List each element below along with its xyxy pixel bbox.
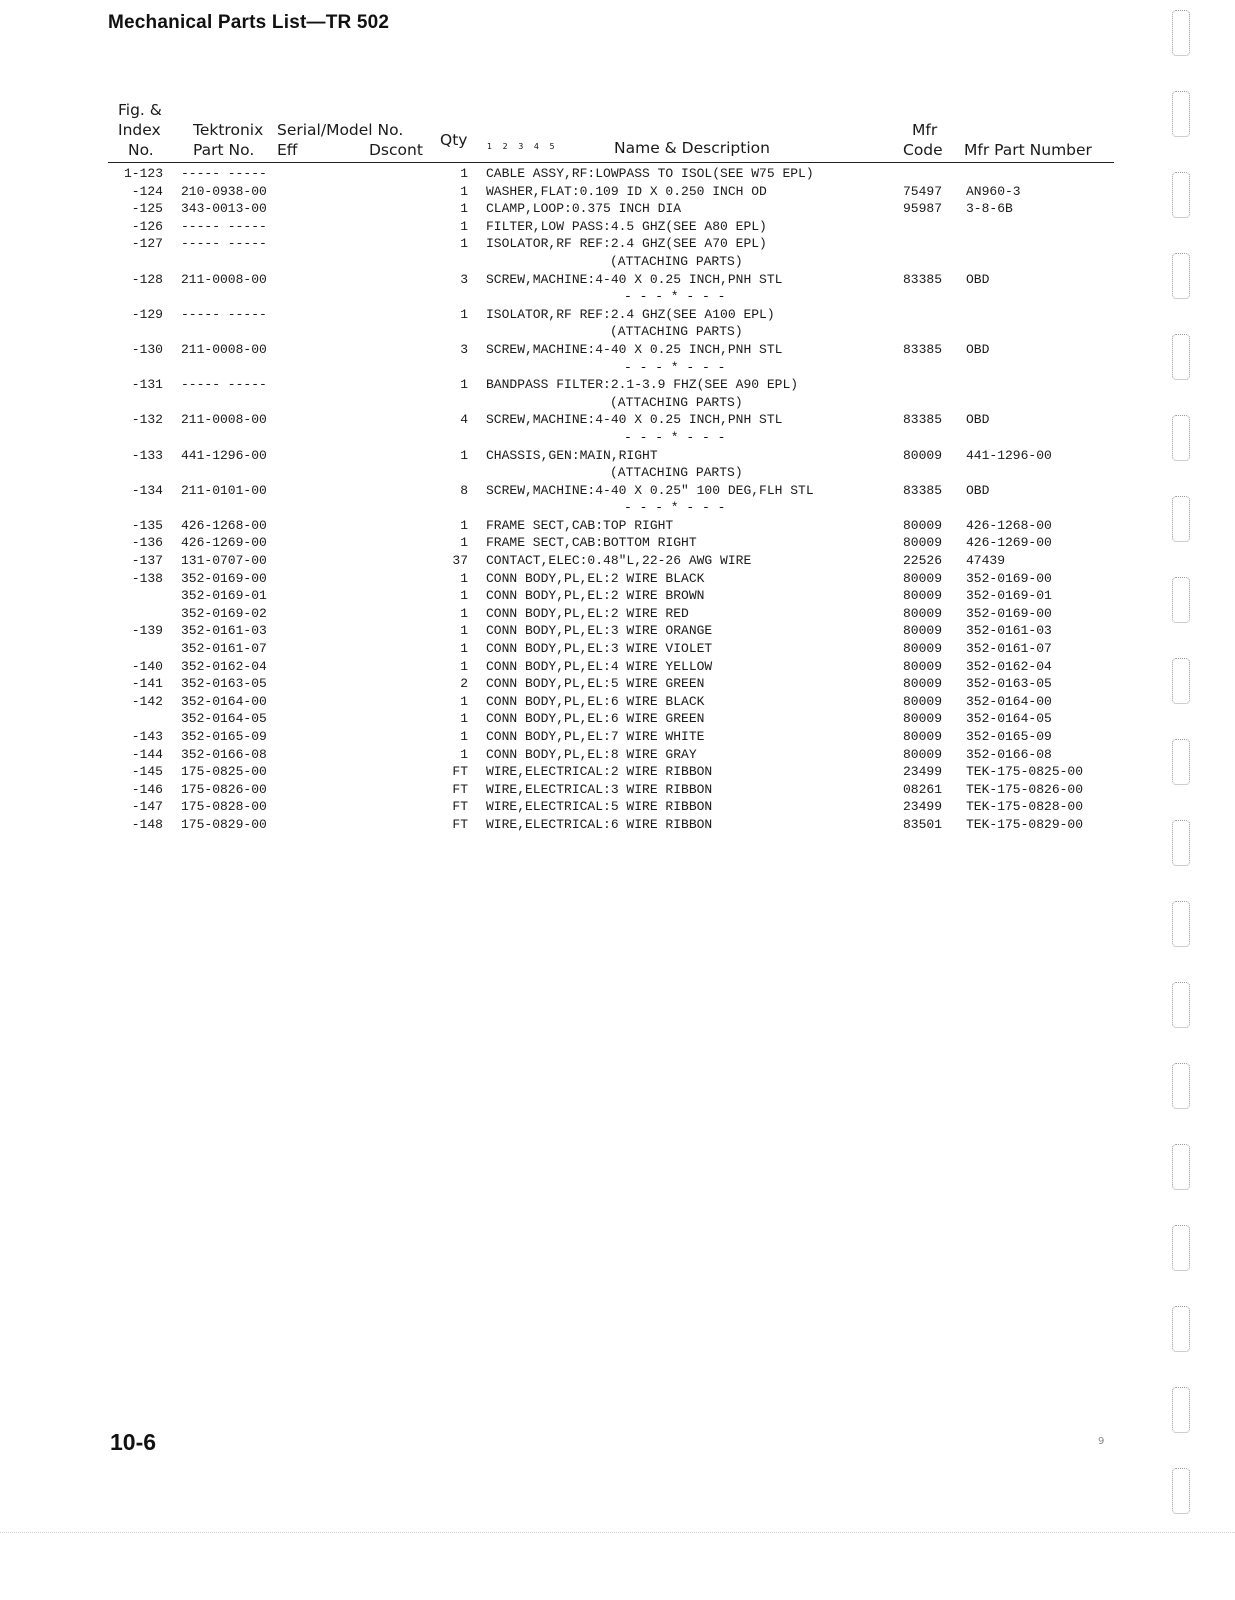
index-no-cell: -128	[131, 271, 163, 287]
part-no-cell: 352-0163-05	[181, 676, 267, 692]
part-no-cell: 175-0829-00	[181, 816, 267, 832]
attaching-parts-label: (ATTACHING PARTS)	[610, 394, 743, 410]
mfr-part-number-cell: 47439	[966, 553, 1006, 569]
part-no-cell: 210-0938-00	[181, 183, 267, 199]
index-no-cell: -137	[131, 553, 163, 569]
binder-tab-mark	[1172, 253, 1190, 299]
index-no-cell: -142	[131, 693, 163, 709]
table-row	[0, 534, 1235, 552]
description-cell: SCREW,MACHINE:4-40 X 0.25 INCH,PNH STL	[486, 271, 783, 287]
table-row	[0, 183, 1235, 201]
mfr-code-cell: 23499	[903, 764, 943, 780]
part-no-cell: ----- -----	[181, 218, 267, 234]
mfr-part-number-cell: 3-8-6B	[966, 201, 1013, 217]
index-no-cell: -143	[131, 729, 163, 744]
index-no-cell: -136	[131, 535, 163, 551]
header-mfr-label: Mfr	[912, 121, 938, 139]
description-cell: CABLE ASSY,RF:LOWPASS TO ISOL(SEE W75 EPL)	[486, 166, 814, 181]
binder-tab-mark	[1172, 658, 1190, 704]
part-no-cell: 352-0164-00	[181, 693, 267, 709]
table-row	[0, 552, 1235, 570]
index-no-cell: 1-123	[123, 166, 163, 181]
mfr-code-cell: 80009	[903, 447, 943, 463]
mfr-code-cell: 80009	[903, 623, 943, 639]
description-cell: CONN BODY,PL,EL:6 WIRE BLACK	[486, 693, 705, 709]
description-cell: SCREW,MACHINE:4-40 X 0.25 INCH,PNH STL	[486, 341, 783, 357]
part-no-cell: 352-0161-07	[181, 641, 267, 657]
part-no-cell: 352-0161-03	[181, 623, 267, 639]
mfr-part-number-cell: 352-0166-08	[966, 746, 1052, 762]
index-no-cell: -145	[131, 764, 163, 780]
part-no-cell: ----- -----	[181, 377, 267, 393]
part-no-cell: 352-0164-05	[181, 711, 267, 727]
index-no-cell: -140	[131, 658, 163, 674]
mfr-code-cell: 80009	[903, 517, 943, 533]
mfr-part-number-cell: 352-0163-05	[966, 676, 1052, 692]
qty-cell: 1	[460, 605, 468, 621]
binder-tab-mark	[1172, 901, 1190, 947]
index-no-cell: -134	[131, 482, 163, 498]
table-row	[0, 376, 1235, 394]
table-row	[0, 605, 1235, 623]
index-no-cell: -131	[131, 377, 163, 393]
qty-cell: FT	[452, 816, 468, 832]
description-cell: FRAME SECT,CAB:TOP RIGHT	[486, 517, 674, 533]
mfr-code-cell: 83385	[903, 412, 943, 428]
description-cell: CONN BODY,PL,EL:2 WIRE RED	[486, 605, 689, 621]
qty-cell: FT	[452, 799, 468, 815]
mfr-part-number-cell: 352-0169-01	[966, 588, 1052, 604]
qty-cell: 1	[460, 166, 468, 181]
header-mfr-part-number-label: Mfr Part Number	[964, 141, 1092, 159]
description-cell: FRAME SECT,CAB:BOTTOM RIGHT	[486, 535, 697, 551]
binder-tab-mark	[1172, 1225, 1190, 1271]
table-row	[0, 200, 1235, 218]
table-row	[0, 218, 1235, 236]
header-code-label: Code	[903, 141, 943, 159]
mfr-code-cell: 83385	[903, 341, 943, 357]
page-bottom-edge	[0, 1532, 1235, 1533]
part-no-cell: 211-0008-00	[181, 412, 267, 428]
mfr-part-number-cell: AN960-3	[966, 183, 1021, 199]
part-no-cell: 175-0825-00	[181, 764, 267, 780]
binder-tab-strip	[1168, 0, 1198, 1600]
table-row	[0, 306, 1235, 324]
mfr-part-number-cell: OBD	[966, 341, 990, 357]
binder-tab-mark	[1172, 10, 1190, 56]
mfr-part-number-cell: OBD	[966, 482, 990, 498]
table-row	[0, 235, 1235, 253]
index-no-cell: -129	[131, 306, 163, 322]
mfr-code-cell: 80009	[903, 746, 943, 762]
mfr-part-number-cell: OBD	[966, 412, 990, 428]
binder-tab-mark	[1172, 1306, 1190, 1352]
description-cell: CONN BODY,PL,EL:5 WIRE GREEN	[486, 676, 705, 692]
mfr-part-number-cell: 352-0169-00	[966, 605, 1052, 621]
description-cell: CONN BODY,PL,EL:6 WIRE GREEN	[486, 711, 705, 727]
page-number: 10-6	[110, 1429, 157, 1455]
description-cell: BANDPASS FILTER:2.1-3.9 FHZ(SEE A90 EPL)	[486, 377, 799, 393]
mfr-part-number-cell: 352-0165-09	[966, 729, 1052, 744]
part-no-cell: 352-0162-04	[181, 658, 267, 674]
end-attaching-separator: - - - * - - -	[624, 500, 726, 516]
table-row	[0, 341, 1235, 359]
end-attaching-separator: - - - * - - -	[624, 359, 726, 375]
qty-cell: 1	[460, 517, 468, 533]
part-no-cell: 352-0169-01	[181, 588, 267, 604]
binder-tab-mark	[1172, 577, 1190, 623]
mfr-code-cell: 22526	[903, 553, 943, 569]
part-no-cell: 426-1269-00	[181, 535, 267, 551]
part-no-cell: 352-0165-09	[181, 729, 267, 744]
header-tektronix-label: Tektronix	[193, 121, 264, 139]
qty-cell: 1	[460, 693, 468, 709]
header-dscont-label: Dscont	[369, 141, 423, 159]
binder-tab-mark	[1172, 820, 1190, 866]
description-cell: ISOLATOR,RF REF:2.4 GHZ(SEE A100 EPL)	[486, 306, 775, 322]
mfr-code-cell: 95987	[903, 201, 943, 217]
table-row	[0, 640, 1235, 658]
table-row	[0, 728, 1235, 746]
index-no-cell: -146	[131, 781, 163, 797]
index-no-cell: -124	[131, 183, 163, 199]
mfr-code-cell: 80009	[903, 535, 943, 551]
end-attaching-separator-row	[0, 359, 1235, 377]
description-cell: CONN BODY,PL,EL:3 WIRE ORANGE	[486, 623, 713, 639]
mfr-code-cell: 83501	[903, 816, 943, 832]
mfr-part-number-cell: 426-1268-00	[966, 517, 1052, 533]
binder-tab-mark	[1172, 1144, 1190, 1190]
part-no-cell: 426-1268-00	[181, 517, 267, 533]
mfr-code-cell: 80009	[903, 588, 943, 604]
description-cell: WIRE,ELECTRICAL:2 WIRE RIBBON	[486, 764, 713, 780]
part-no-cell: 131-0707-00	[181, 553, 267, 569]
part-no-cell: 343-0013-00	[181, 201, 267, 217]
header-indent-levels: 1 2 3 4 5	[487, 142, 559, 151]
table-row	[0, 587, 1235, 605]
table-row	[0, 411, 1235, 429]
qty-cell: 1	[460, 746, 468, 762]
qty-cell: 1	[460, 641, 468, 657]
qty-cell: 1	[460, 447, 468, 463]
mfr-code-cell: 80009	[903, 641, 943, 657]
header-part-no-label: Part No.	[193, 141, 255, 159]
qty-cell: 1	[460, 377, 468, 393]
description-cell: CONN BODY,PL,EL:3 WIRE VIOLET	[486, 641, 713, 657]
binder-tab-mark	[1172, 1063, 1190, 1109]
binder-tab-mark	[1172, 172, 1190, 218]
mfr-part-number-cell: TEK-175-0829-00	[966, 816, 1084, 832]
mfr-code-cell: 80009	[903, 693, 943, 709]
mfr-part-number-cell: 352-0161-03	[966, 623, 1052, 639]
description-cell: CHASSIS,GEN:MAIN,RIGHT	[486, 447, 658, 463]
mfr-part-number-cell: 352-0164-05	[966, 711, 1052, 727]
mfr-code-cell: 80009	[903, 729, 943, 744]
qty-cell: 1	[460, 535, 468, 551]
qty-cell: 1	[460, 623, 468, 639]
table-row	[0, 798, 1235, 816]
mfr-part-number-cell: OBD	[966, 271, 990, 287]
index-no-cell: -127	[131, 236, 163, 252]
attaching-parts-label: (ATTACHING PARTS)	[610, 465, 743, 481]
mfr-part-number-cell: TEK-175-0825-00	[966, 764, 1084, 780]
description-cell: CONN BODY,PL,EL:2 WIRE BLACK	[486, 570, 705, 586]
qty-cell: 1	[460, 711, 468, 727]
part-no-cell: 352-0169-02	[181, 605, 267, 621]
description-cell: CONN BODY,PL,EL:8 WIRE GRAY	[486, 746, 697, 762]
index-no-cell: -144	[131, 746, 163, 762]
part-no-cell: 352-0169-00	[181, 570, 267, 586]
description-cell: CLAMP,LOOP:0.375 INCH DIA	[486, 201, 682, 217]
qty-cell: 1	[460, 218, 468, 234]
part-no-cell: 211-0101-00	[181, 482, 267, 498]
description-cell: CONN BODY,PL,EL:7 WIRE WHITE	[486, 729, 705, 744]
description-cell: CONTACT,ELEC:0.48"L,22-26 AWG WIRE	[486, 553, 752, 569]
attaching-parts-row	[0, 464, 1235, 482]
corner-mark: 9	[1098, 1436, 1105, 1447]
header-index-label: Index	[118, 121, 161, 139]
mfr-part-number-cell: 352-0169-00	[966, 570, 1052, 586]
mfr-part-number-cell: 441-1296-00	[966, 447, 1052, 463]
index-no-cell: -148	[131, 816, 163, 832]
end-attaching-separator: - - - * - - -	[624, 289, 726, 305]
index-no-cell: -132	[131, 412, 163, 428]
mfr-part-number-cell: 352-0162-04	[966, 658, 1052, 674]
table-row	[0, 693, 1235, 711]
mfr-code-cell: 08261	[903, 781, 943, 797]
index-no-cell: -133	[131, 447, 163, 463]
binder-tab-mark	[1172, 415, 1190, 461]
table-row	[0, 570, 1235, 588]
binder-tab-mark	[1172, 1468, 1190, 1514]
mfr-code-cell: 75497	[903, 183, 943, 199]
qty-cell: FT	[452, 764, 468, 780]
parts-table	[0, 165, 1235, 834]
table-row	[0, 447, 1235, 465]
mfr-code-cell: 80009	[903, 711, 943, 727]
description-cell: CONN BODY,PL,EL:2 WIRE BROWN	[486, 588, 705, 604]
index-no-cell: -130	[131, 341, 163, 357]
qty-cell: 1	[460, 658, 468, 674]
binder-tab-mark	[1172, 739, 1190, 785]
qty-cell: 1	[460, 183, 468, 199]
part-no-cell: ----- -----	[181, 306, 267, 322]
description-cell: SCREW,MACHINE:4-40 X 0.25" 100 DEG,FLH STL	[486, 482, 814, 498]
part-no-cell: ----- -----	[181, 166, 267, 181]
attaching-parts-row	[0, 323, 1235, 341]
table-row	[0, 271, 1235, 289]
part-no-cell: 441-1296-00	[181, 447, 267, 463]
qty-cell: 1	[460, 236, 468, 252]
mfr-code-cell: 80009	[903, 658, 943, 674]
mfr-code-cell: 80009	[903, 570, 943, 586]
table-row	[0, 658, 1235, 676]
part-no-cell: 175-0826-00	[181, 781, 267, 797]
qty-cell: FT	[452, 781, 468, 797]
index-no-cell: -141	[131, 676, 163, 692]
qty-cell: 4	[460, 412, 468, 428]
end-attaching-separator-row	[0, 499, 1235, 517]
attaching-parts-row	[0, 394, 1235, 412]
header-eff-label: Eff	[277, 141, 298, 159]
table-row	[0, 710, 1235, 728]
end-attaching-separator-row	[0, 288, 1235, 306]
qty-cell: 3	[460, 341, 468, 357]
description-cell: WIRE,ELECTRICAL:6 WIRE RIBBON	[486, 816, 713, 832]
part-no-cell: 211-0008-00	[181, 341, 267, 357]
end-attaching-separator: - - - * - - -	[624, 429, 726, 445]
index-no-cell: -147	[131, 799, 163, 815]
qty-cell: 1	[460, 306, 468, 322]
mfr-part-number-cell: 352-0164-00	[966, 693, 1052, 709]
mfr-part-number-cell: 426-1269-00	[966, 535, 1052, 551]
index-no-cell: -139	[131, 623, 163, 639]
binder-tab-mark	[1172, 496, 1190, 542]
table-row	[0, 763, 1235, 781]
qty-cell: 1	[460, 729, 468, 744]
attaching-parts-label: (ATTACHING PARTS)	[610, 253, 743, 269]
attaching-parts-label: (ATTACHING PARTS)	[610, 324, 743, 340]
qty-cell: 37	[452, 553, 468, 569]
table-row	[0, 781, 1235, 799]
table-row	[0, 675, 1235, 693]
description-cell: FILTER,LOW PASS:4.5 GHZ(SEE A80 EPL)	[486, 218, 767, 234]
mfr-code-cell: 80009	[903, 676, 943, 692]
part-no-cell: 175-0828-00	[181, 799, 267, 815]
qty-cell: 2	[460, 676, 468, 692]
description-cell: WIRE,ELECTRICAL:5 WIRE RIBBON	[486, 799, 713, 815]
mfr-part-number-cell: TEK-175-0826-00	[966, 781, 1084, 797]
header-serial-model-label: Serial/Model No.	[277, 121, 404, 139]
table-row	[0, 165, 1235, 183]
table-row	[0, 517, 1235, 535]
description-cell: WASHER,FLAT:0.109 ID X 0.250 INCH OD	[486, 183, 767, 199]
description-cell: WIRE,ELECTRICAL:3 WIRE RIBBON	[486, 781, 713, 797]
table-row	[0, 622, 1235, 640]
table-row	[0, 482, 1235, 500]
mfr-code-cell: 80009	[903, 605, 943, 621]
part-no-cell: 352-0166-08	[181, 746, 267, 762]
index-no-cell: -126	[131, 218, 163, 234]
binder-tab-mark	[1172, 982, 1190, 1028]
mfr-part-number-cell: 352-0161-07	[966, 641, 1052, 657]
mfr-part-number-cell: TEK-175-0828-00	[966, 799, 1084, 815]
table-row	[0, 816, 1235, 834]
end-attaching-separator-row	[0, 429, 1235, 447]
qty-cell: 1	[460, 588, 468, 604]
qty-cell: 1	[460, 201, 468, 217]
mfr-code-cell: 23499	[903, 799, 943, 815]
page-title: Mechanical Parts List—TR 502	[108, 12, 390, 33]
binder-tab-mark	[1172, 334, 1190, 380]
table-row	[0, 746, 1235, 764]
binder-tab-mark	[1172, 91, 1190, 137]
part-no-cell: ----- -----	[181, 236, 267, 252]
qty-cell: 3	[460, 271, 468, 287]
qty-cell: 1	[460, 570, 468, 586]
description-cell: SCREW,MACHINE:4-40 X 0.25 INCH,PNH STL	[486, 412, 783, 428]
index-no-cell: -135	[131, 517, 163, 533]
header-fig-label: Fig. &	[118, 101, 162, 119]
mfr-code-cell: 83385	[903, 482, 943, 498]
header-rule	[108, 162, 1114, 163]
part-no-cell: 211-0008-00	[181, 271, 267, 287]
binder-tab-mark	[1172, 1387, 1190, 1433]
description-cell: ISOLATOR,RF REF:2.4 GHZ(SEE A70 EPL)	[486, 236, 767, 252]
qty-cell: 8	[460, 482, 468, 498]
index-no-cell: -125	[131, 201, 163, 217]
index-no-cell: -138	[131, 570, 163, 586]
mfr-code-cell: 83385	[903, 271, 943, 287]
header-qty-label: Qty	[440, 131, 468, 149]
header-name-description-label: Name & Description	[614, 139, 770, 157]
attaching-parts-row	[0, 253, 1235, 271]
header-no-label: No.	[128, 141, 154, 159]
description-cell: CONN BODY,PL,EL:4 WIRE YELLOW	[486, 658, 713, 674]
